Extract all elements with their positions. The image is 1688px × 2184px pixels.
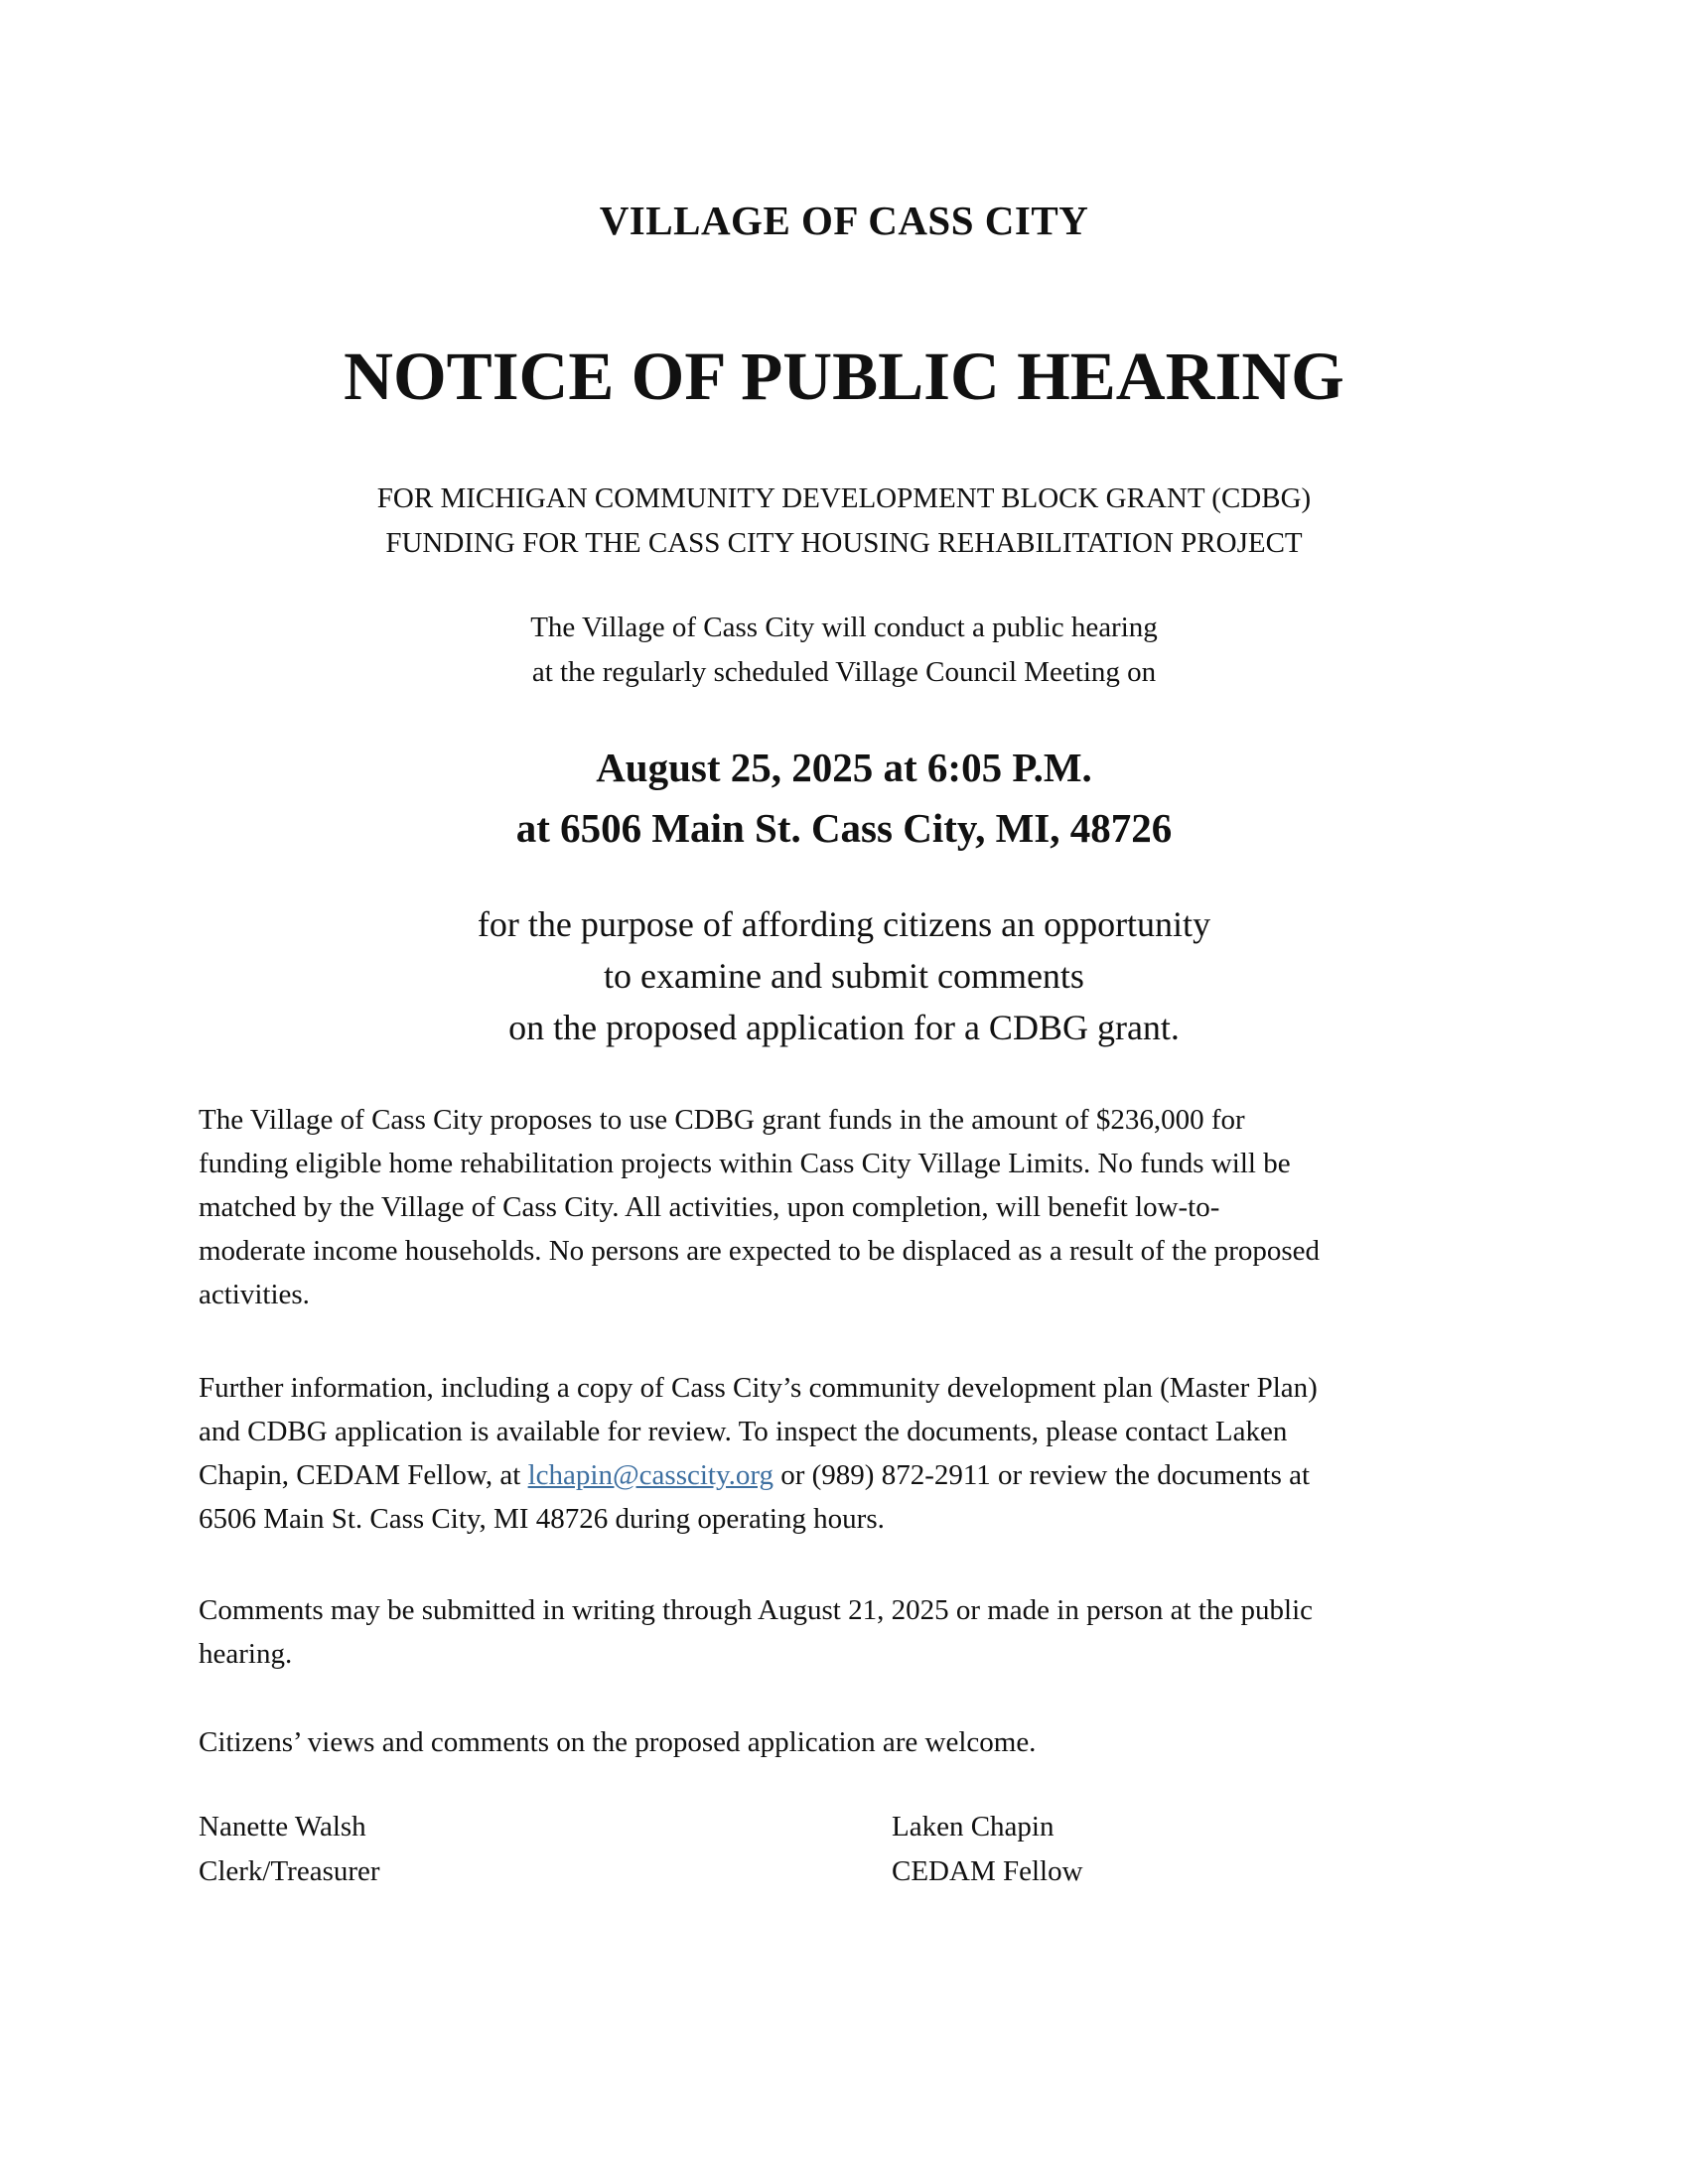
info-text: or (989) 872-2911 or review the documents at xyxy=(773,1459,1311,1491)
intro-text xyxy=(0,606,1688,695)
purpose-line-2: to examine and submit comments xyxy=(604,956,1084,996)
notice-title: NOTICE OF PUBLIC HEARING xyxy=(344,339,1344,414)
info-line-contact xyxy=(199,1453,1509,1497)
signature-name: Nanette Walsh xyxy=(199,1811,366,1843)
info-paragraph xyxy=(199,1366,1509,1541)
purpose-text xyxy=(0,898,1688,1053)
subtitle-line-1: FOR MICHIGAN COMMUNITY DEVELOPMENT BLOCK GRANT (CDBG) xyxy=(376,482,1312,514)
signature-title: CEDAM Fellow xyxy=(892,1855,1083,1887)
purpose-line-1: for the purpose of affording citizens an opportunity xyxy=(477,904,1211,944)
welcome-paragraph xyxy=(199,1720,1509,1764)
welcome-line: Citizens’ views and comments on the proposed application are welcome. xyxy=(199,1726,1037,1758)
hearing-details xyxy=(0,738,1688,859)
funding-line: funding eligible home rehabilitation projects within Cass City Village Limits. No funds will be xyxy=(199,1148,1291,1179)
signature-left xyxy=(199,1805,380,1894)
hearing-location: at 6506 Main St. Cass City, MI, 48726 xyxy=(515,805,1173,851)
comments-line: hearing. xyxy=(199,1638,293,1670)
signature-name: Laken Chapin xyxy=(892,1811,1055,1843)
village-title: VILLAGE OF CASS CITY xyxy=(599,198,1089,243)
funding-line: moderate income households. No persons are expected to be displaced as a result of the proposed xyxy=(199,1235,1321,1267)
hearing-date-time: August 25, 2025 at 6:05 P.M. xyxy=(596,745,1092,790)
intro-line-1: The Village of Cass City will conduct a public hearing xyxy=(530,612,1158,643)
grant-subtitle xyxy=(0,477,1688,566)
info-text: Chapin, CEDAM Fellow, at xyxy=(199,1459,528,1491)
funding-line: matched by the Village of Cass City. All activities, upon completion, will benefit low-to- xyxy=(199,1191,1220,1223)
comments-paragraph xyxy=(199,1588,1509,1676)
funding-paragraph xyxy=(199,1098,1509,1316)
funding-line: activities. xyxy=(199,1279,310,1310)
purpose-line-3: on the proposed application for a CDBG grant. xyxy=(508,1008,1180,1047)
subtitle-line-2: FUNDING FOR THE CASS CITY HOUSING REHABILITATION PROJECT xyxy=(385,527,1303,559)
signature-right xyxy=(892,1805,1083,1894)
funding-line: The Village of Cass City proposes to use CDBG grant funds in the amount of $236,000 for xyxy=(199,1104,1245,1136)
intro-line-2: at the regularly scheduled Village Council Meeting on xyxy=(531,656,1157,688)
comments-line: Comments may be submitted in writing through August 21, 2025 or made in person at the public xyxy=(199,1594,1314,1626)
signature-title: Clerk/Treasurer xyxy=(199,1855,380,1887)
info-line: Further information, including a copy of Cass City’s community development plan (Master Plan) xyxy=(199,1372,1318,1404)
info-line: and CDBG application is available for review. To inspect the documents, please contact Laken xyxy=(199,1416,1288,1447)
info-line: 6506 Main St. Cass City, MI 48726 during operating hours. xyxy=(199,1503,885,1535)
email-link[interactable]: lchapin@casscity.org xyxy=(527,1459,774,1491)
